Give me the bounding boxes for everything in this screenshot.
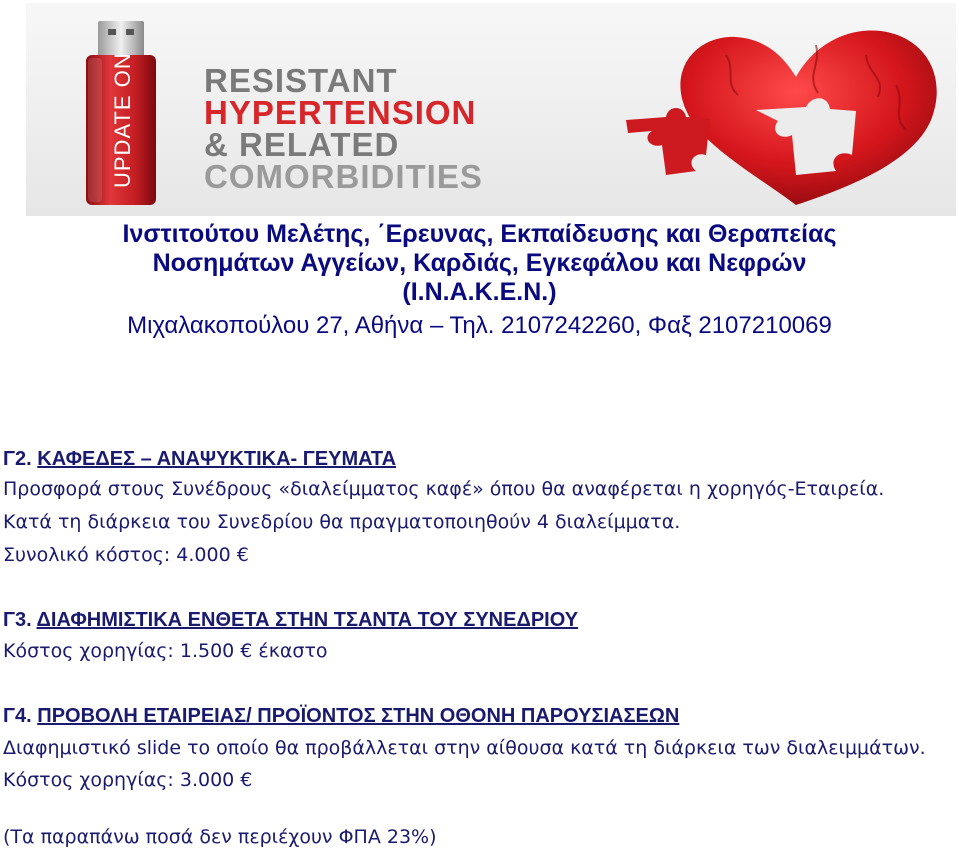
section-g4-cost: Κόστος χορηγίας: 3.000 € [3,769,253,791]
section-prefix: Γ2. [3,448,32,470]
section-g4-text: Διαφημιστικό slide το οποίο θα προβάλλεται στην αίθουσα κατά τη διάρκεια των διαλειμμάτων. [3,737,926,759]
banner-title-line: RESISTANT [204,62,398,99]
puzzle-heart-image [606,15,956,215]
section-prefix: Γ4. [3,705,32,727]
section-title: ΠΡΟΒΟΛΗ ΕΤΑΙΡΕΙΑΣ/ ΠΡΟΪΟΝΤΟΣ ΣΤΗΝ ΟΘΟΝΗ ΠΑΡΟΥΣΙΑΣΕΩΝ [37,705,680,727]
institute-name-line: Ινστιτούτου Μελέτης, ΄Ερευνας, Εκπαίδευσης και Θεραπείας [122,220,837,248]
banner-title [204,62,483,195]
section-g2-text: Προσφορά στους Συνέδρους «διαλείμματος καφέ» όπου θα αναφέρεται η χορηγός-Εταιρεία. [3,478,885,500]
svg-text:UPDATE ON: UPDATE ON [110,52,135,188]
institute-name-line: Νοσημάτων Αγγείων, Καρδιάς, Εγκεφάλου και Νεφρών [152,249,807,277]
institute-address: Μιχαλακοπούλου 27, Αθήνα – Τηλ. 2107242260, Φαξ 2107210069 [127,312,832,339]
section-g2-heading [3,448,396,471]
banner-title-line: COMORBIDITIES [204,158,483,195]
usb-drive-logo [26,3,226,216]
conference-banner [26,3,956,216]
banner-title-line: HYPERTENSION [204,94,477,131]
vat-footnote: (Τα παραπάνω ποσά δεν περιέχουν ΦΠΑ 23%) [3,826,437,848]
institute-header [0,220,959,342]
section-g3-heading [3,609,578,632]
section-g4-heading [3,705,679,728]
section-title: ΚΑΦΕΔΕΣ – ΑΝΑΨΥΚΤΙΚΑ- ΓΕΥΜΑΤΑ [37,448,397,470]
banner-title-line: & RELATED [204,126,400,163]
section-g2-text: Κατά τη διάρκεια του Συνεδρίου θα πραγματοποιηθούν 4 διαλείμματα. [3,511,681,533]
section-prefix: Γ3. [3,609,32,631]
section-g3-cost: Κόστος χορηγίας: 1.500 € έκαστο [3,640,328,662]
section-title: ΔΙΑΦΗΜΙΣΤΙΚΑ ΕΝΘΕΤΑ ΣΤΗΝ ΤΣΑΝΤΑ ΤΟΥ ΣΥΝΕΔΡΙΟΥ [36,609,579,631]
section-g2-cost: Συνολικό κόστος: 4.000 € [3,544,249,566]
institute-acronym: (Ι.Ν.Α.Κ.Ε.Ν.) [402,278,557,306]
